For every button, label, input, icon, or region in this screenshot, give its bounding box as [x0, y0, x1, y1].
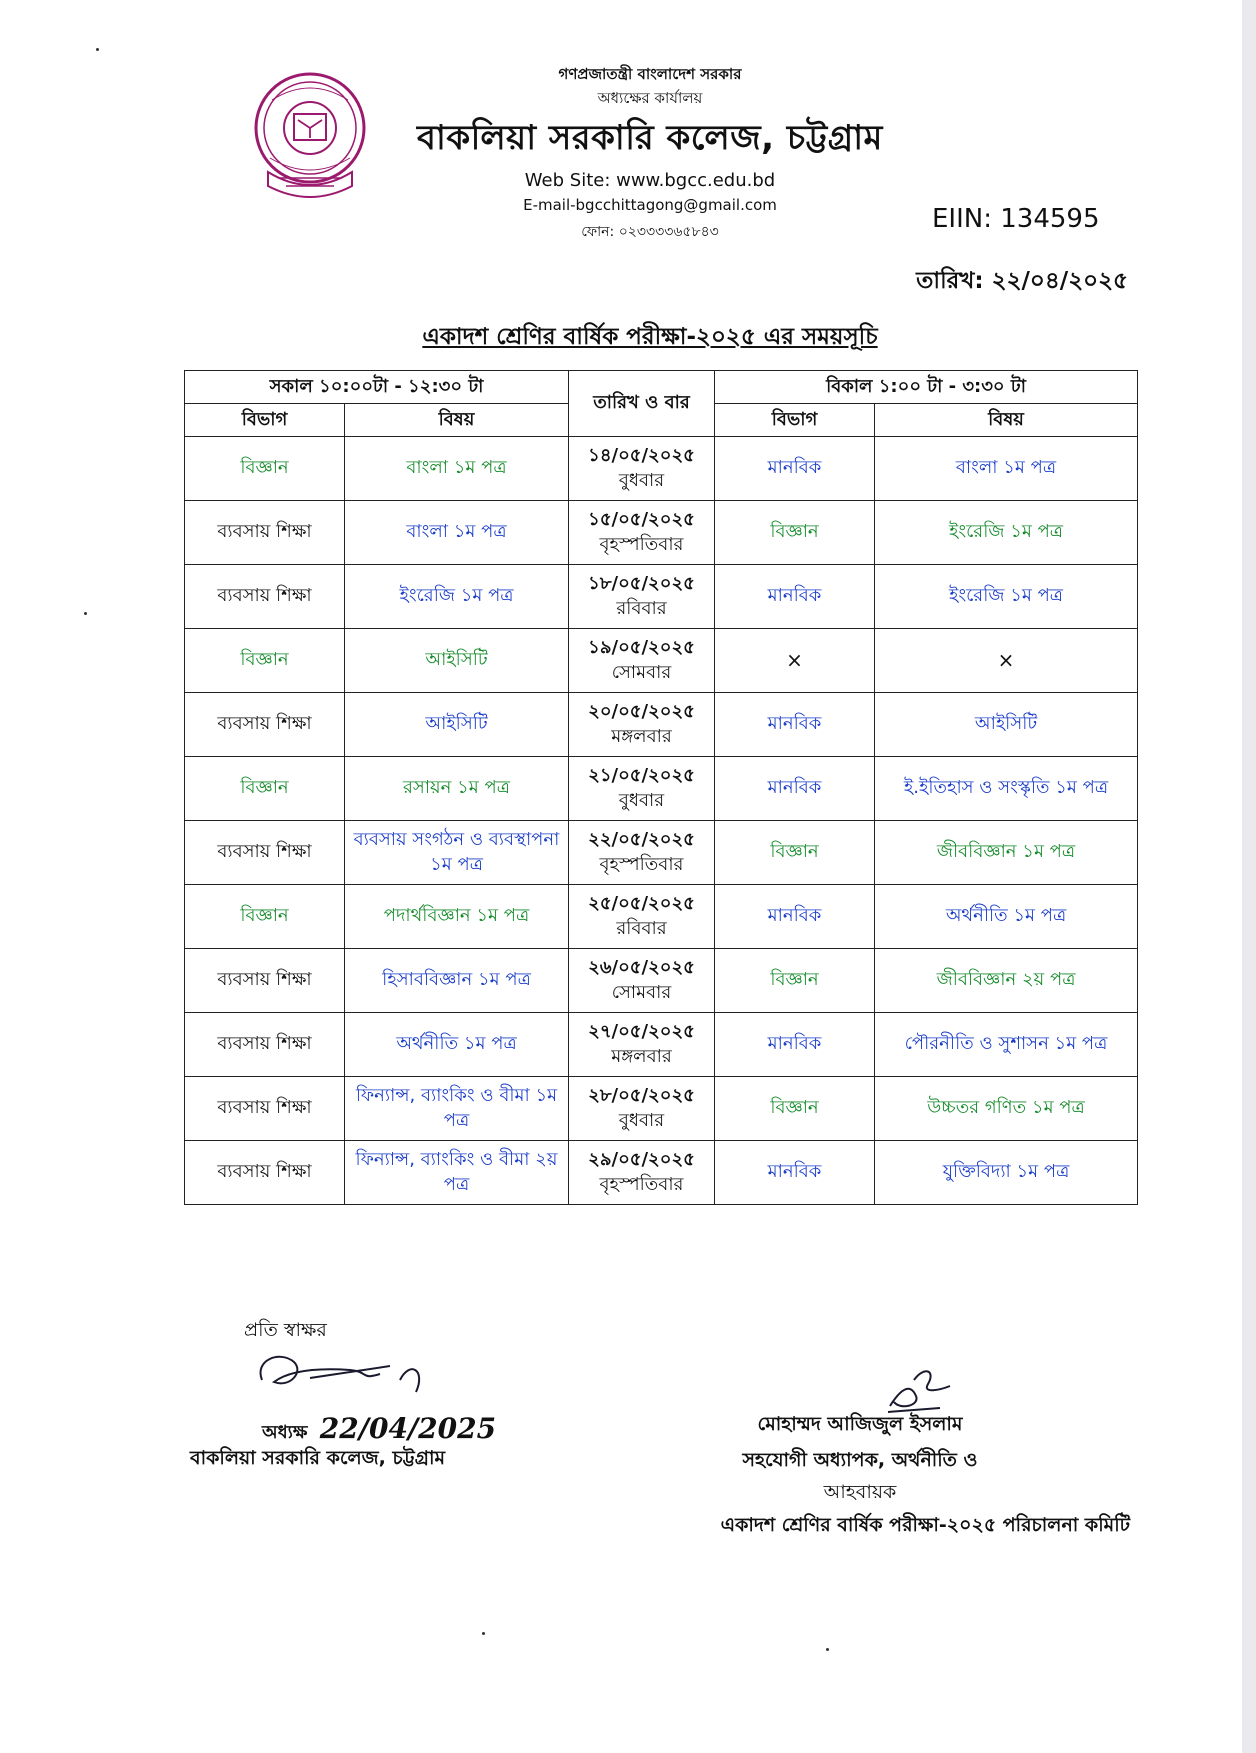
date-day-cell: [569, 949, 715, 1013]
exam-day: বুধবার: [618, 469, 665, 491]
table-row: [185, 629, 1138, 693]
morning-group-cell: ব্যবসায় শিক্ষা: [185, 1077, 345, 1141]
afternoon-subject-cell: আইসিটি: [875, 693, 1138, 757]
afternoon-subject-cell: যুক্তিবিদ্যা ১ম পত্র: [875, 1141, 1138, 1205]
table-row: [185, 1013, 1138, 1077]
morning-subject-cell: আইসিটি: [345, 693, 569, 757]
table-row: [185, 693, 1138, 757]
exam-date: ২৮/০৫/২০২৫: [588, 1085, 695, 1107]
afternoon-subject-header: বিষয়: [875, 404, 1138, 437]
morning-shift-header: সকাল ১০:০০টা - ১২:৩০ টা: [185, 371, 569, 404]
exam-date: ১৪/০৫/২০২৫: [588, 445, 695, 467]
schedule-body: [185, 437, 1138, 1205]
morning-group-cell: বিজ্ঞান: [185, 757, 345, 821]
morning-subject-cell: হিসাববিজ্ঞান ১ম পত্র: [345, 949, 569, 1013]
exam-day: সোমবার: [611, 661, 672, 683]
afternoon-group-cell: বিজ্ঞান: [715, 821, 875, 885]
date-day-cell: [569, 437, 715, 501]
date-day-cell: [569, 885, 715, 949]
morning-group-header: বিভাগ: [185, 404, 345, 437]
afternoon-group-cell: মানবিক: [715, 757, 875, 821]
table-row: [185, 1077, 1138, 1141]
exam-date: ১৯/০৫/২০২৫: [588, 637, 695, 659]
date-day-cell: [569, 1077, 715, 1141]
morning-subject-cell: ব্যবসায় সংগঠন ও ব্যবস্থাপনা ১ম পত্র: [345, 821, 569, 885]
exam-date: ২৬/০৫/২০২৫: [588, 957, 695, 979]
scan-speck: [482, 1632, 485, 1635]
exam-day: সোমবার: [611, 981, 672, 1003]
afternoon-subject-cell: ইংরেজি ১ম পত্র: [875, 501, 1138, 565]
date-day-cell: [569, 565, 715, 629]
morning-group-cell: বিজ্ঞান: [185, 629, 345, 693]
exam-day: মঙ্গলবার: [611, 725, 672, 747]
table-row: [185, 501, 1138, 565]
exam-day: বৃহস্পতিবার: [599, 1173, 684, 1195]
morning-group-cell: বিজ্ঞান: [185, 885, 345, 949]
scan-edge: [1242, 0, 1256, 1753]
morning-subject-cell: ফিন্যান্স, ব্যাংকিং ও বীমা ২য় পত্র: [345, 1141, 569, 1205]
afternoon-subject-cell: ×: [875, 629, 1138, 693]
principal-signature: [250, 1340, 510, 1420]
afternoon-group-cell: মানবিক: [715, 885, 875, 949]
afternoon-group-cell: মানবিক: [715, 1141, 875, 1205]
morning-subject-cell: ইংরেজি ১ম পত্র: [345, 565, 569, 629]
table-row: [185, 885, 1138, 949]
afternoon-group-cell: মানবিক: [715, 437, 875, 501]
exam-day: বুধবার: [618, 789, 665, 811]
exam-day: বৃহস্পতিবার: [599, 853, 684, 875]
date-day-cell: [569, 1141, 715, 1205]
morning-subject-cell: পদার্থবিজ্ঞান ১ম পত্র: [345, 885, 569, 949]
afternoon-shift-header: বিকাল ১:০০ টা - ৩:৩০ টা: [715, 371, 1138, 404]
morning-group-cell: ব্যবসায় শিক্ষা: [185, 821, 345, 885]
exam-date: ২০/০৫/২০২৫: [588, 701, 695, 723]
afternoon-group-cell: মানবিক: [715, 1013, 875, 1077]
afternoon-group-cell: বিজ্ঞান: [715, 501, 875, 565]
scan-speck: [96, 48, 99, 51]
morning-group-cell: ব্যবসায় শিক্ষা: [185, 565, 345, 629]
table-row: [185, 821, 1138, 885]
morning-subject-cell: আইসিটি: [345, 629, 569, 693]
date-day-cell: [569, 501, 715, 565]
phone-line: ফোন: ০২৩৩৩৩৬৫৮৪৩: [581, 224, 719, 240]
morning-subject-cell: ফিন্যান্স, ব্যাংকিং ও বীমা ১ম পত্র: [345, 1077, 569, 1141]
government-line: গণপ্রজাতন্ত্রী বাংলাদেশ সরকার: [558, 65, 742, 83]
table-row: [185, 437, 1138, 501]
table-row: [185, 949, 1138, 1013]
exam-day: রবিবার: [616, 917, 667, 939]
scan-speck: [84, 612, 87, 615]
afternoon-subject-cell: বাংলা ১ম পত্র: [875, 437, 1138, 501]
afternoon-group-cell: বিজ্ঞান: [715, 1077, 875, 1141]
issue-date: তারিখ: ২২/০৪/২০২৫: [916, 268, 1128, 294]
exam-date: ২১/০৫/২০২৫: [588, 765, 695, 787]
exam-date: ২২/০৫/২০২৫: [588, 829, 695, 851]
afternoon-group-cell: ×: [715, 629, 875, 693]
morning-subject-cell: বাংলা ১ম পত্র: [345, 501, 569, 565]
exam-date: ২৯/০৫/২০২৫: [588, 1149, 695, 1171]
principal-label: অধ্যক্ষ: [262, 1422, 308, 1443]
office-line: অধ্যক্ষের কার্যালয়: [597, 89, 703, 107]
exam-day: বুধবার: [618, 1109, 665, 1131]
table-row: [185, 1141, 1138, 1205]
afternoon-subject-cell: জীববিজ্ঞান ১ম পত্র: [875, 821, 1138, 885]
morning-subject-cell: বাংলা ১ম পত্র: [345, 437, 569, 501]
convener-name: মোহাম্মদ আজিজুল ইসলাম: [757, 1413, 963, 1435]
morning-group-cell: ব্যবসায় শিক্ষা: [185, 949, 345, 1013]
principal-college: বাকলিয়া সরকারি কলেজ, চট্টগ্রাম: [190, 1447, 446, 1469]
afternoon-subject-cell: জীববিজ্ঞান ২য় পত্র: [875, 949, 1138, 1013]
college-name: বাকলিয়া সরকারি কলেজ, চট্টগ্রাম: [417, 118, 883, 158]
afternoon-group-cell: বিজ্ঞান: [715, 949, 875, 1013]
afternoon-group-cell: মানবিক: [715, 565, 875, 629]
exam-date: ২৭/০৫/২০২৫: [588, 1021, 695, 1043]
morning-subject-cell: রসায়ন ১ম পত্র: [345, 757, 569, 821]
website-line: Web Site: www.bgcc.edu.bd: [524, 170, 776, 191]
date-day-cell: [569, 629, 715, 693]
afternoon-subject-cell: পৌরনীতি ও সুশাসন ১ম পত্র: [875, 1013, 1138, 1077]
afternoon-group-cell: মানবিক: [715, 693, 875, 757]
date-day-cell: [569, 821, 715, 885]
morning-group-cell: ব্যবসায় শিক্ষা: [185, 1141, 345, 1205]
committee-name: একাদশ শ্রেণির বার্ষিক পরীক্ষা-২০২৫ পরিচালনা কমিটি: [720, 1514, 1130, 1536]
exam-date: ১৫/০৫/২০২৫: [588, 509, 695, 531]
exam-schedule-table: [184, 370, 1138, 1205]
date-day-cell: [569, 1013, 715, 1077]
eiin-number: EIIN: 134595: [932, 204, 1100, 234]
afternoon-subject-cell: ইংরেজি ১ম পত্র: [875, 565, 1138, 629]
date-day-cell: [569, 693, 715, 757]
morning-group-cell: ব্যবসায় শিক্ষা: [185, 1013, 345, 1077]
exam-day: মঙ্গলবার: [611, 1045, 672, 1067]
date-day-header: তারিখ ও বার: [569, 371, 715, 437]
scan-speck: [826, 1648, 829, 1651]
exam-date: ১৮/০৫/২০২৫: [588, 573, 695, 595]
document-title: একাদশ শ্রেণির বার্ষিক পরীক্ষা-২০২৫ এর সময়সূচি: [422, 324, 878, 350]
signature-date: 22/04/2025: [319, 1412, 497, 1445]
afternoon-subject-cell: ই.ইতিহাস ও সংস্কৃতি ১ম পত্র: [875, 757, 1138, 821]
date-day-cell: [569, 757, 715, 821]
exam-day: রবিবার: [616, 597, 667, 619]
exam-day: বৃহস্পতিবার: [599, 533, 684, 555]
table-row: [185, 565, 1138, 629]
table-row: [185, 757, 1138, 821]
countersign-label: প্রতি স্বাক্ষর: [244, 1319, 327, 1341]
afternoon-subject-cell: উচ্চতর গণিত ১ম পত্র: [875, 1077, 1138, 1141]
morning-subject-header: বিষয়: [345, 404, 569, 437]
exam-date: ২৫/০৫/২০২৫: [588, 893, 695, 915]
morning-subject-cell: অর্থনীতি ১ম পত্র: [345, 1013, 569, 1077]
morning-group-cell: বিজ্ঞান: [185, 437, 345, 501]
convener-post: সহযোগী অধ্যাপক, অর্থনীতি ও: [742, 1449, 978, 1471]
afternoon-subject-cell: অর্থনীতি ১ম পত্র: [875, 885, 1138, 949]
afternoon-group-header: বিভাগ: [715, 404, 875, 437]
email-line: E-mail-bgcchittagong@gmail.com: [523, 196, 777, 214]
convener-role: আহবায়ক: [823, 1481, 897, 1503]
morning-group-cell: ব্যবসায় শিক্ষা: [185, 693, 345, 757]
morning-group-cell: ব্যবসায় শিক্ষা: [185, 501, 345, 565]
